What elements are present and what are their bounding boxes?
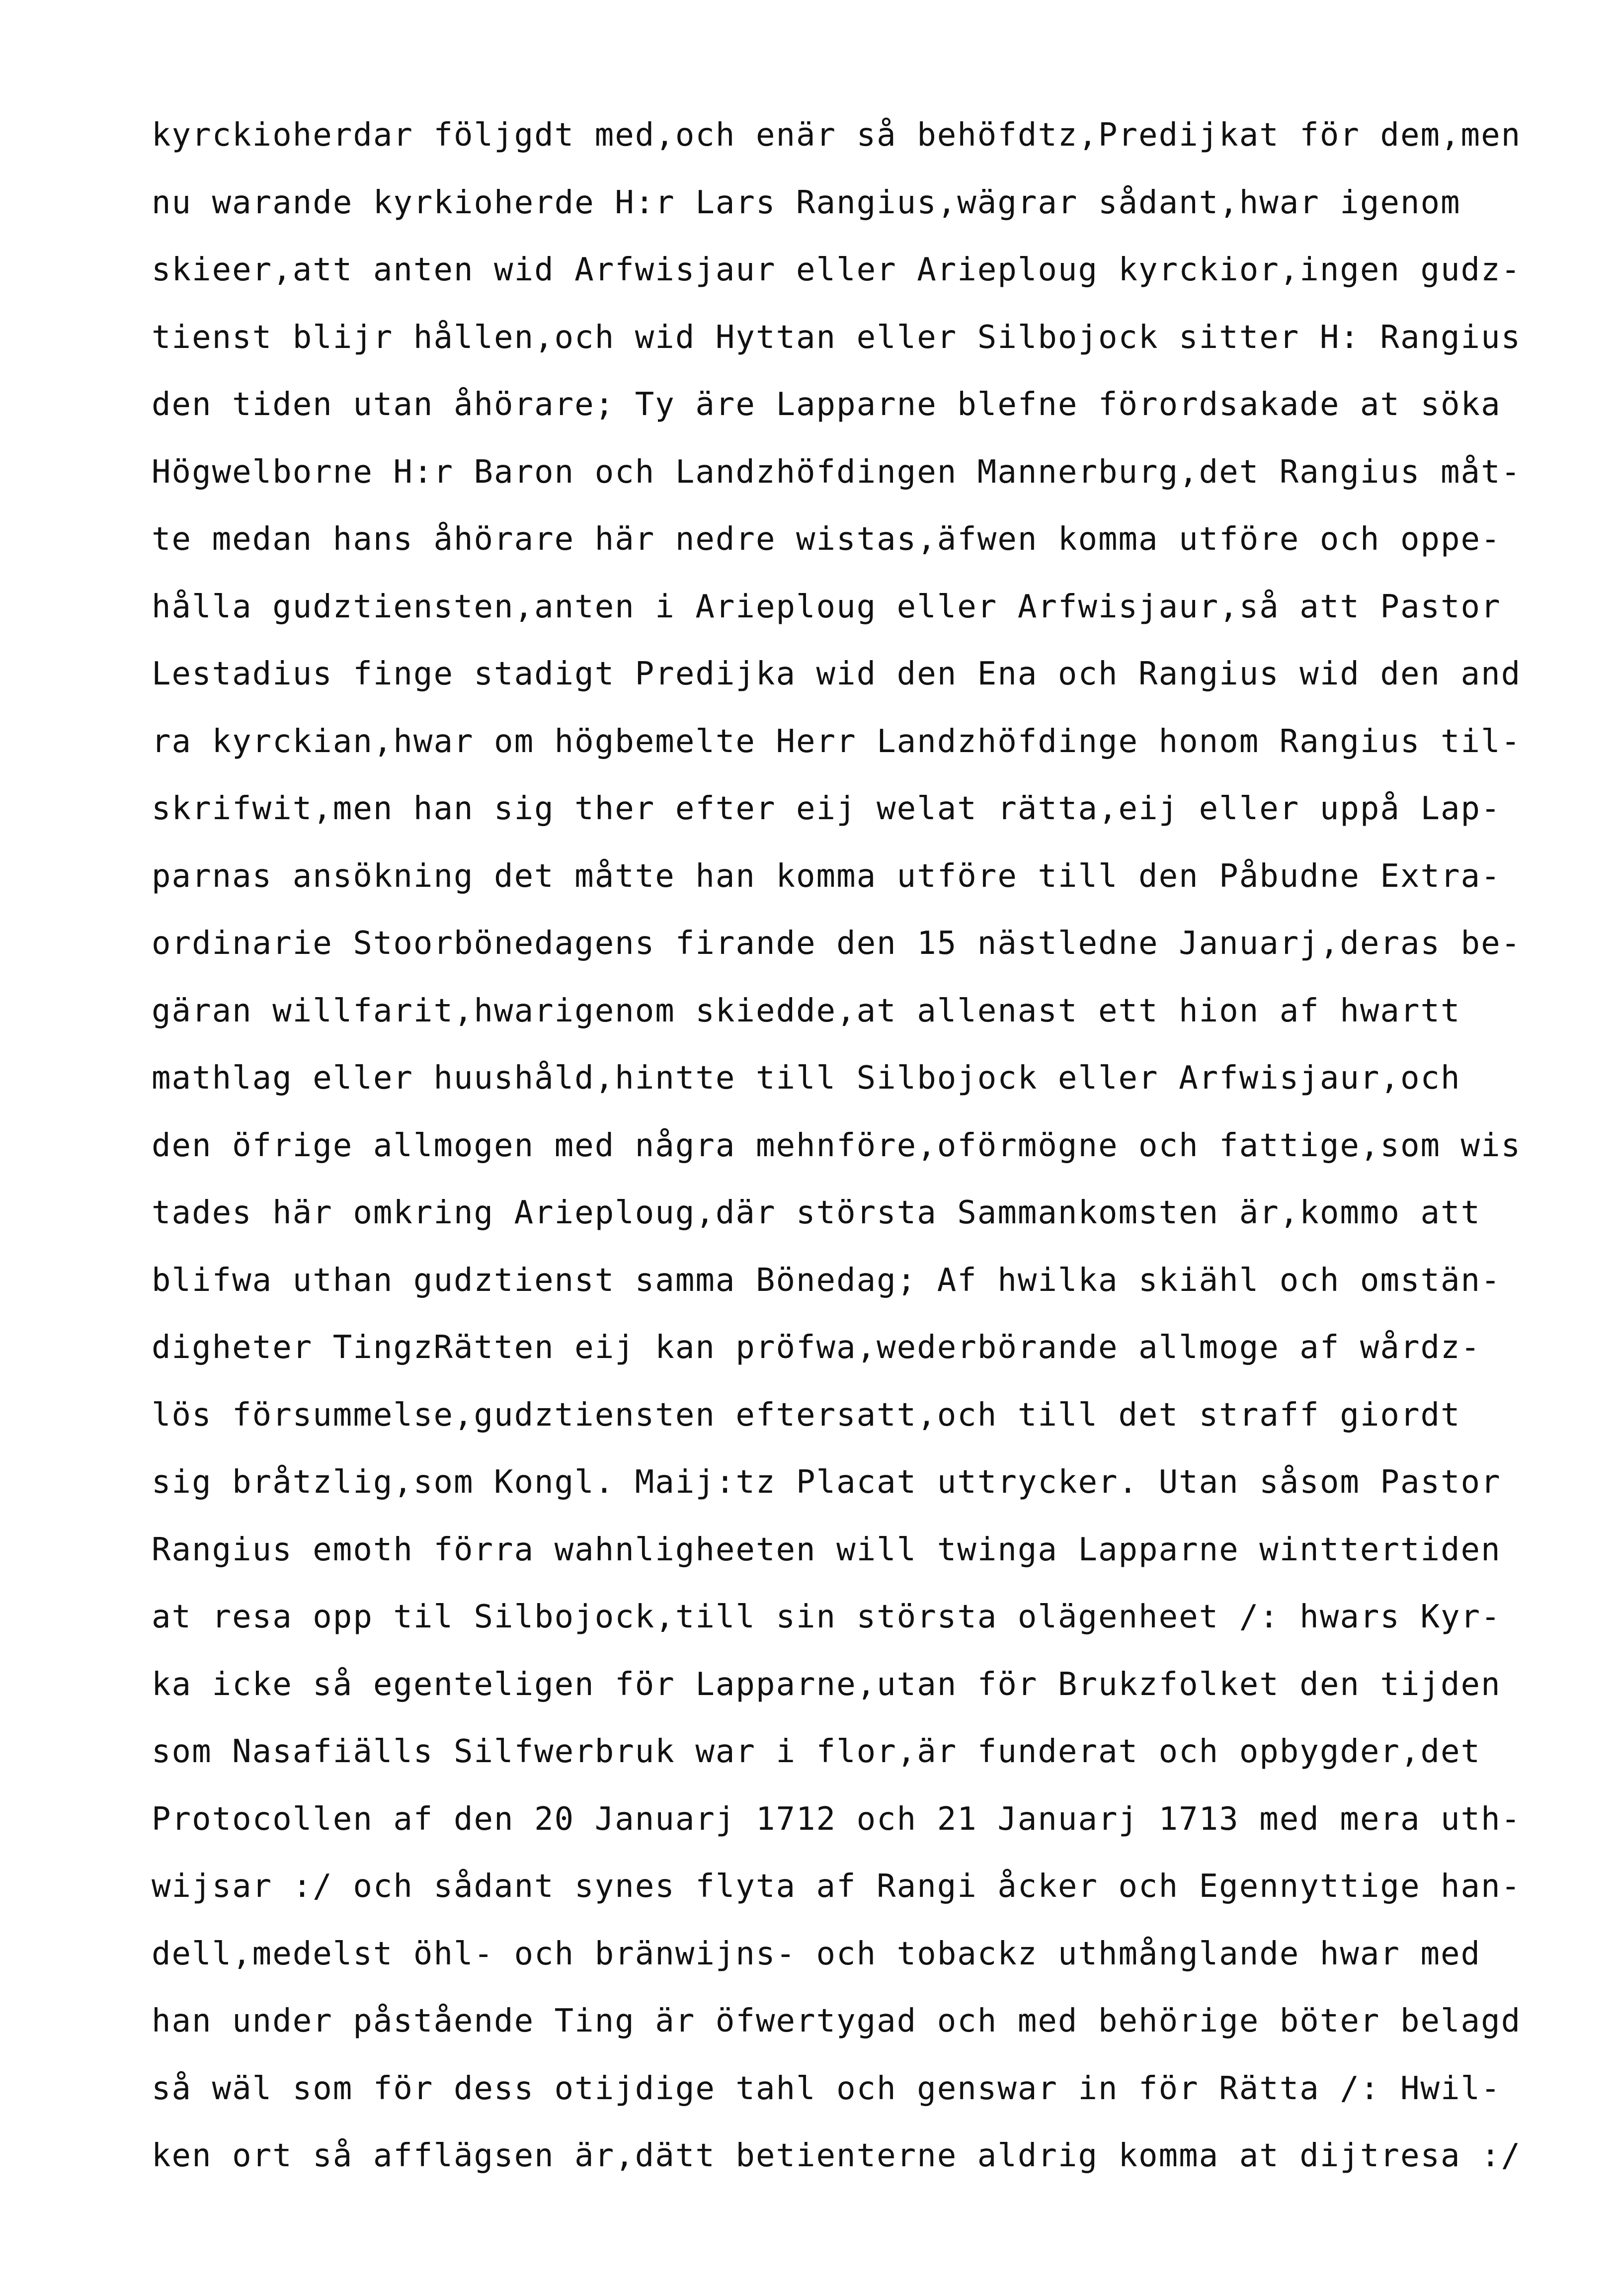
text-line: skieer,att anten wid Arfwisjaur eller Arieploug kyrckior,ingen gudz- <box>152 252 1522 288</box>
text-line: parnas ansökning det måtte han komma utföre till den Påbudne Extra- <box>152 857 1501 895</box>
text-line: kyrckioherdar följgdt med,och enär så behöfdtz,Predijkat för dem,men <box>152 117 1522 154</box>
text-line: Rangius emoth förra wahnligheeten will twinga Lapparne winttertiden <box>152 1531 1501 1568</box>
text-line: ka icke så egenteligen för Lapparne,utan för Brukzfolket den tijden <box>152 1666 1501 1703</box>
text-line: tades här omkring Arieploug,där största Sammankomsten är,kommo att <box>152 1194 1481 1231</box>
text-line: wijsar :/ och sådant synes flyta af Rangi åcker och Egennyttige han- <box>152 1868 1522 1905</box>
text-line: ordinarie Stoorbönedagens firande den 15 nästledne Januarj,deras be- <box>152 925 1522 962</box>
text-line: nu warande kyrkioherde H:r Lars Rangius,wägrar sådant,hwar igenom <box>152 184 1461 221</box>
text-line: ra kyrckian,hwar om högbemelte Herr Landzhöfdinge honom Rangius til- <box>152 723 1522 760</box>
text-line: gäran willfarit,hwarigenom skiedde,at allenast ett hion af hwartt <box>152 992 1461 1029</box>
text-line: tienst blijr hållen,och wid Hyttan eller Silbojock sitter H: Rangius <box>152 319 1522 356</box>
text-line: den öfrige allmogen med några mehnföre,oförmögne och fattige,som wis <box>152 1127 1522 1164</box>
typewritten-text <box>152 110 1523 2199</box>
text-line: at resa opp til Silbojock,till sin största olägenheet /: hwars Kyr- <box>152 1599 1501 1635</box>
text-line: blifwa uthan gudztienst samma Bönedag; Af hwilka skiähl och omstän- <box>152 1262 1501 1299</box>
text-line: Lestadius finge stadigt Predijka wid den Ena och Rangius wid den and <box>152 656 1522 692</box>
text-line: ken ort så afflägsen är,dätt betienterne aldrig komma at dijtresa :/ <box>152 2137 1522 2174</box>
text-line: digheter TingzRätten eij kan pröfwa,wederbörande allmoge af wårdz- <box>152 1329 1481 1366</box>
text-line: så wäl som för dess otijdige tahl och genswar in för Rätta /: Hwil- <box>152 2070 1501 2107</box>
text-line: sig bråtzlig,som Kongl. Maij:tz Placat uttrycker. Utan såsom Pastor <box>152 1464 1501 1501</box>
text-line: te medan hans åhörare här nedre wistas,äfwen komma utföre och oppe- <box>152 521 1501 558</box>
text-line: hålla gudztiensten,anten i Arieploug eller Arfwisjaur,så att Pastor <box>152 588 1501 625</box>
text-line: som Nasafiälls Silfwerbruk war i flor,är funderat och opbygder,det <box>152 1733 1481 1770</box>
text-line: den tiden utan åhörare; Ty äre Lapparne blefne förordsakade at söka <box>152 386 1501 423</box>
text-line: mathlag eller huushåld,hintte till Silbojock eller Arfwisjaur,och <box>152 1060 1461 1097</box>
text-line: han under påstående Ting är öfwertygad och med behörige böter belagd <box>152 2003 1522 2040</box>
text-line: Högwelborne H:r Baron och Landzhöfdingen Mannerburg,det Rangius måt- <box>152 453 1522 491</box>
text-line: lös försummelse,gudztiensten eftersatt,och till det straff giordt <box>152 1396 1461 1434</box>
text-line: skrifwit,men han sig ther efter eij welat rätta,eij eller uppå Lap- <box>152 790 1501 827</box>
text-line: dell,medelst öhl- och bränwijns- och tobackz uthmånglande hwar med <box>152 1935 1481 1972</box>
text-line: Protocollen af den 20 Januarj 1712 och 21 Januarj 1713 med mera uth- <box>152 1800 1522 1838</box>
